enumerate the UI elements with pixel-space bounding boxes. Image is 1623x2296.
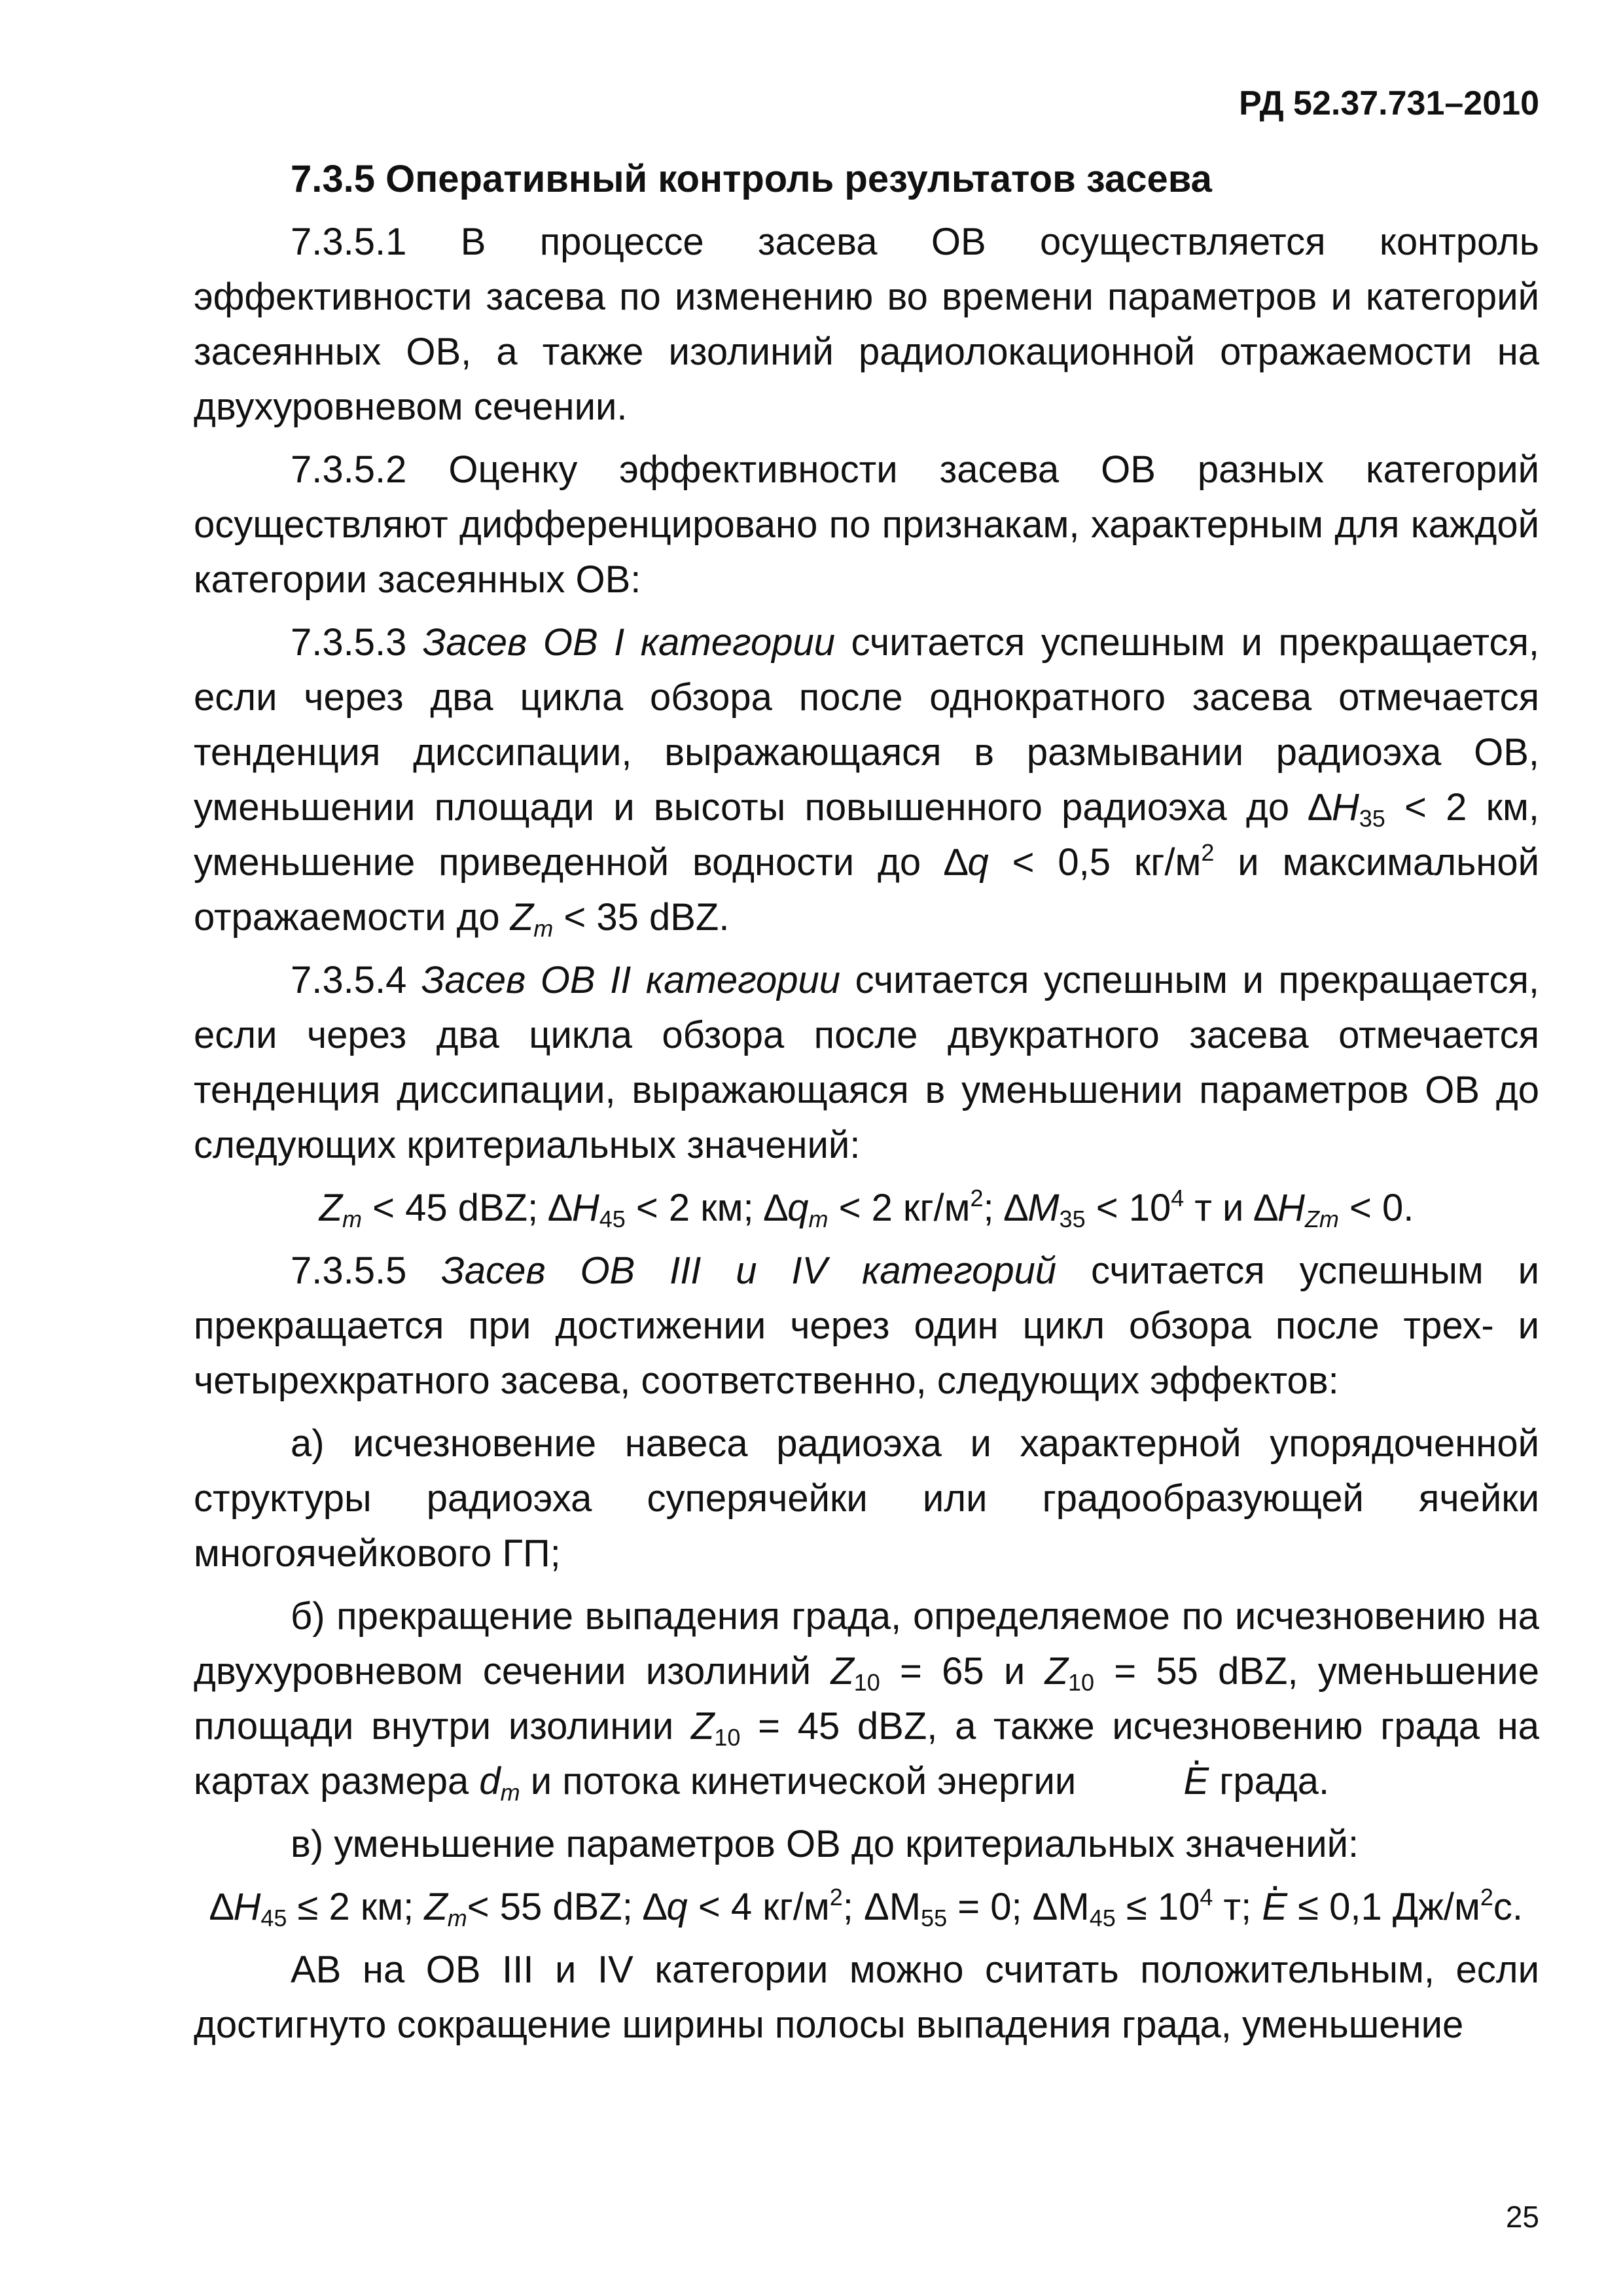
paragraph-closing: АВ на ОВ III и IV категории можно считать положительным, если достигнуто сокращение ширины полосы выпадения града, уменьшение xyxy=(194,1948,1539,2046)
list-item-a: а) исчезновение навеса радиоэха и характерной упорядоченной структуры радиоэха суперячейки или градообразующей ячейки многоячейкового ГП; xyxy=(194,1422,1539,1575)
document-code-header: РД 52.37.731–2010 xyxy=(1239,84,1539,122)
page-number: 25 xyxy=(1505,2200,1539,2234)
list-item-b: б) прекращение выпадения града, определяемое по исчезновению на двухуровневом сечении изолиний $Z_{10} = 65$ и $Z_{10} = 55$ dBZ, уменьшение площади внутри изолинии $Z_{10} = 45$ dBZ, а также исчезновению града на картах размера $d_m$ и потока кинетической энергии · E града. xyxy=(194,1589,1539,1809)
formula-criteria-iii-iv: $\Delta H_{45} \le 2$ км; $Z_m< 55$ dBZ; ∆q < 4 $кг/м^2$; $\Delta M_{55} = 0$; $\Delta M_{45} \le 10^4$ т; · E ≤ 0,1 $Дж/м^2с$. xyxy=(194,1880,1539,1935)
paragraph-7-3-5-4: 7.3.5.4 Засев ОВ II категории считается успешным и прекращается, если через два цикла обзора после двукратного засева отмечается тенденция диссипации, выражающаяся в уменьшении параметров ОВ до следующих критериальных значений: xyxy=(194,959,1540,1166)
page-body xyxy=(194,152,1539,2060)
section-title: 7.3.5 Оперативный контроль результатов засева xyxy=(291,158,1212,200)
formula-category-ii: $Z_m < 45$ dBZ; $\Delta H_{45} < 2$ км; $\Delta q_m < 2$ $кг/м^2$; $\Delta M_{35} < 10^4$ т и $\Delta H_{Zm} < 0$. xyxy=(319,1185,1414,1232)
paragraph-7-3-5-3: 7.3.5.3 Засев ОВ I категории считается успешным и прекращается, если через два цикла обзора после однократного засева отмечается тенденция диссипации, выражающаяся в размывании радиоэха ОВ, уменьшении площади и высоты повышенного радиоэха до $\Delta H_{35} < 2$ км, уменьшение приведенной водности до ∆q < 0,5 $кг/м^2$ и максимальной отражаемости до $Z_m < 35$ dBZ. xyxy=(194,621,1539,942)
paragraph-7-3-5-5: 7.3.5.5 Засев ОВ III и IV категорий считается успешным и прекращается при достижении через один цикл обзора после трех- и четырехкратного засева, соответственно, следующих эффектов: xyxy=(194,1249,1539,1402)
paragraph-7-3-5-2: 7.3.5.2 Оценку эффективности засева ОВ разных категорий осуществляют дифференцировано по признакам, характерным для каждой категории засеянных ОВ: xyxy=(194,448,1539,601)
list-item-c: в) уменьшение параметров ОВ до критериальных значений: xyxy=(291,1823,1359,1865)
paragraph-7-3-5-1: 7.3.5.1 В процессе засева ОВ осуществляется контроль эффективности засева по изменению во времени параметров и категорий засеянных ОВ, а также изолиний радиолокационной отражаемости на двухуровневом сечении. xyxy=(194,221,1539,428)
